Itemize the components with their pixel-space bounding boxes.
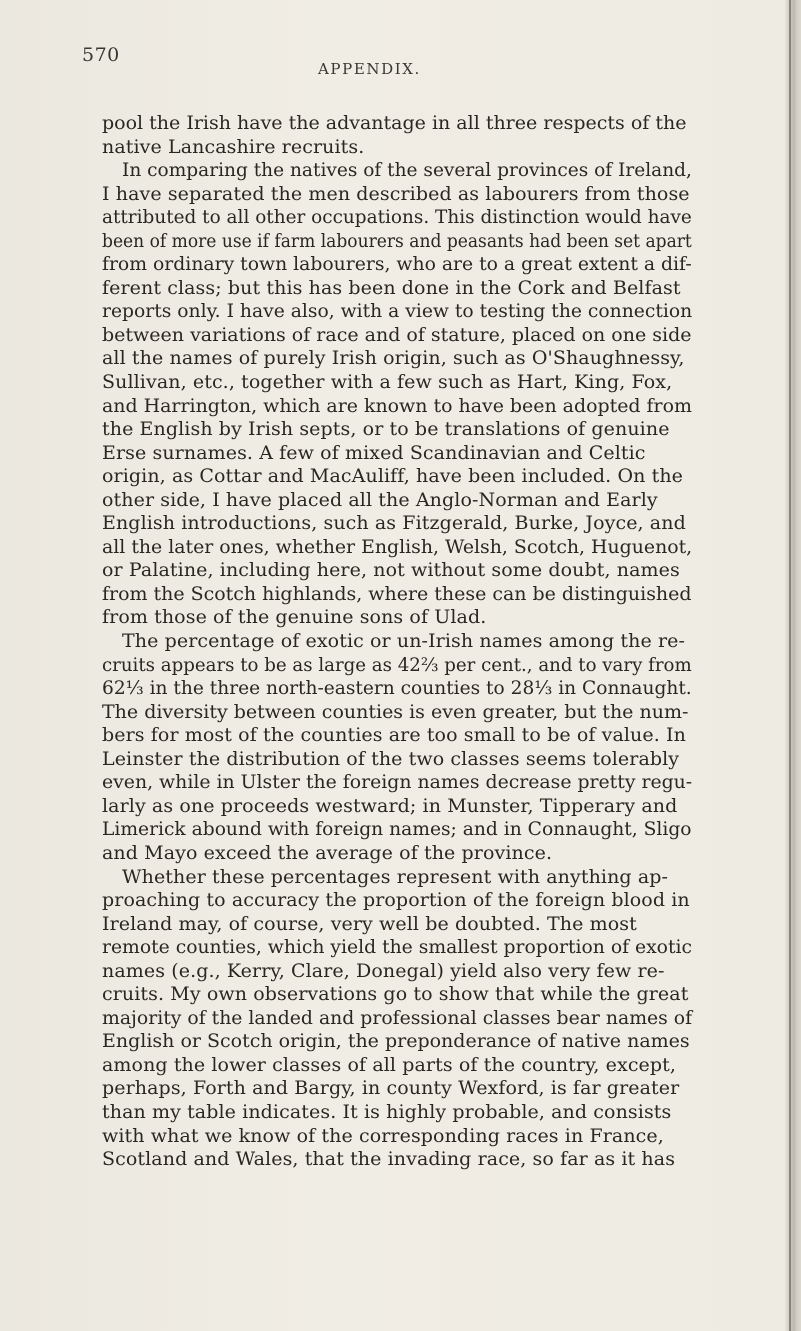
text-line: the English by Irish septs, or to be translations of genuine [102, 418, 670, 441]
text-line: reports only. I have also, with a view to testing the connection [102, 300, 693, 323]
body-text [102, 112, 692, 1172]
page-edge-shadow [785, 0, 801, 1331]
text-line: names (e.g., Kerry, Clare, Donegal) yield also very few re- [102, 959, 665, 982]
text-line: from ordinary town labourers, who are to a great extent a dif- [102, 253, 692, 276]
text-line: origin, as Cottar and MacAuliff, have been included. On the [102, 465, 684, 488]
text-line: majority of the landed and professional classes bear names of [102, 1006, 693, 1029]
page-number: 570 [82, 44, 120, 66]
text-line: English introductions, such as Fitzgerald, Burke, Joyce, and [102, 512, 686, 535]
text-line: English or Scotch origin, the preponderance of native names [102, 1030, 690, 1053]
text-line: perhaps, Forth and Bargy, in county Wexford, is far greater [102, 1077, 680, 1100]
text-line: Whether these percentages represent with anything ap- [122, 865, 669, 888]
text-line: been of more use if farm labourers and peasants had been set apart [102, 229, 692, 252]
text-line: remote counties, which yield the smallest proportion of exotic [102, 936, 692, 959]
text-line: bers for most of the counties are too small to be of value. In [102, 724, 686, 747]
text-line: even, while in Ulster the foreign names decrease pretty regu- [102, 771, 693, 794]
text-line: larly as one proceeds westward; in Munster, Tipperary and [102, 794, 678, 817]
text-line: attributed to all other occupations. This distinction would have [102, 206, 692, 229]
text-line: The diversity between counties is even greater, but the num- [102, 700, 689, 723]
text-line: or Palatine, including here, not without some doubt, names [102, 559, 680, 582]
text-line: than my table indicates. It is highly probable, and consists [102, 1100, 672, 1123]
text-line: other side, I have placed all the Anglo-Norman and Early [102, 488, 658, 511]
text-line: cruits. My own observations go to show that while the great [102, 983, 689, 1006]
text-line: ferent class; but this has been done in the Cork and Belfast [102, 276, 681, 299]
text-line: 62⅓ in the three north-eastern counties to 28⅓ in Connaught. [102, 677, 692, 700]
text-line: cruits appears to be as large as 42⅔ per cent., and to vary from [102, 653, 692, 676]
text-line: Ireland may, of course, very well be doubted. The most [102, 912, 637, 935]
text-line: and Mayo exceed the average of the province. [102, 841, 553, 864]
text-line: Scotland and Wales, that the invading race, so far as it has [102, 1148, 676, 1171]
text-line: with what we know of the corresponding races in France, [102, 1124, 664, 1147]
text-line: Erse surnames. A few of mixed Scandinavian and Celtic [102, 441, 646, 464]
text-line: from those of the genuine sons of Ulad. [102, 606, 487, 629]
page-edge-line [789, 0, 791, 1331]
text-line: The percentage of exotic or un-Irish names among the re- [122, 630, 686, 653]
text-line: between variations of race and of stature, placed on one side [102, 323, 692, 346]
text-line: Limerick abound with foreign names; and in Connaught, Sligo [102, 818, 692, 841]
text-line: from the Scotch highlands, where these can be distinguished [102, 582, 692, 605]
text-line: all the later ones, whether English, Welsh, Scotch, Huguenot, [102, 535, 693, 558]
text-line: pool the Irish have the advantage in all three respects of the [102, 112, 687, 134]
text-line: native Lancashire recruits. [102, 135, 365, 158]
running-head: APPENDIX. [318, 60, 421, 78]
text-line: Leinster the distribution of the two classes seems tolerably [102, 747, 680, 770]
text-line: In comparing the natives of the several provinces of Ireland, [122, 159, 692, 182]
text-line: proaching to accuracy the proportion of the foreign blood in [102, 889, 690, 912]
text-line: all the names of purely Irish origin, such as O'Shaughnessy, [102, 347, 685, 370]
text-line: I have separated the men described as labourers from those [102, 182, 690, 205]
text-line: among the lower classes of all parts of the country, except, [102, 1053, 677, 1076]
text-line: Sullivan, etc., together with a few such as Hart, King, Fox, [102, 371, 673, 394]
text-line: and Harrington, which are known to have been adopted from [102, 394, 692, 417]
